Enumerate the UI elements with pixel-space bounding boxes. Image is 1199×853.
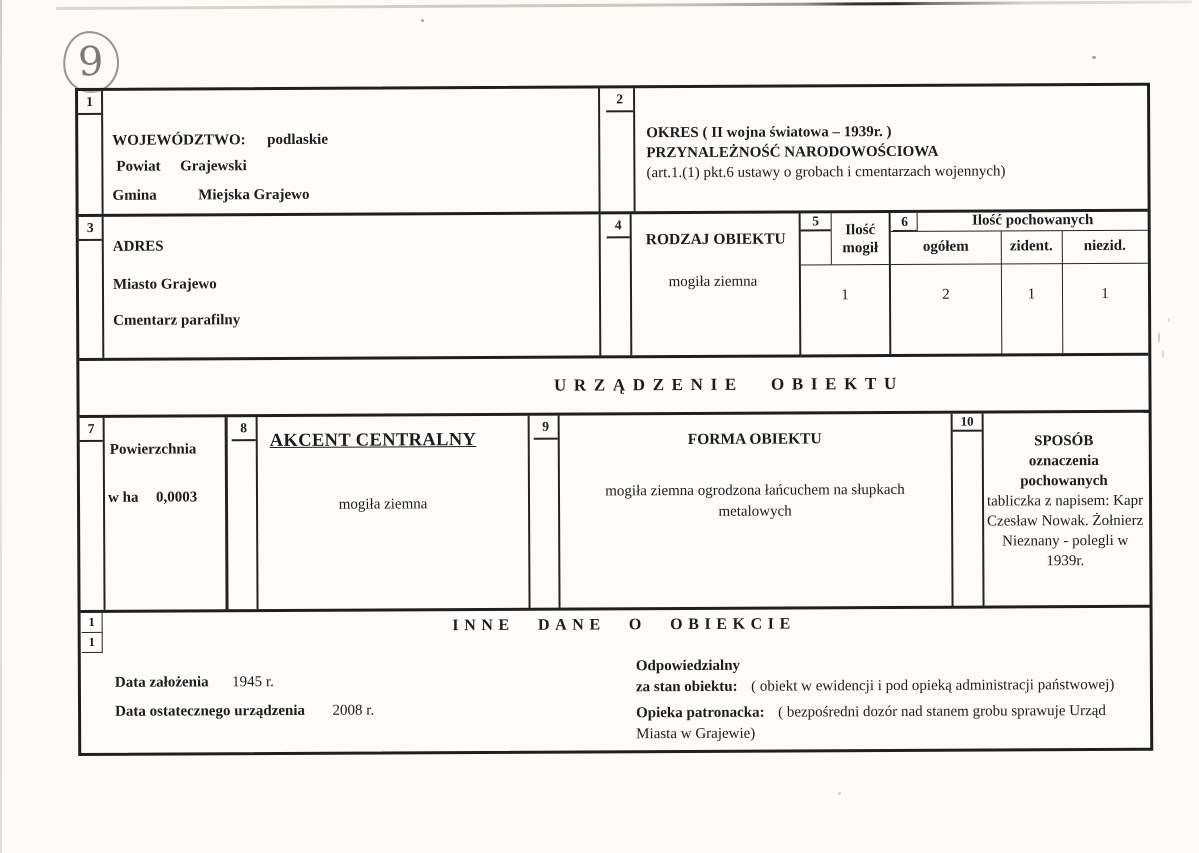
cell-10-number: 10 — [953, 414, 982, 432]
cell-1-location — [78, 88, 601, 217]
area-label: Powierzchnia — [109, 441, 197, 458]
address-cemetery: Cmentarz parafilny — [113, 312, 241, 329]
cell-3-number-strip — [79, 217, 105, 358]
nationality-line: PRZYNALEŻNOŚĆ NARODOWOŚCIOWA — [646, 143, 939, 162]
period-line: OKRES ( II wojna światowa – 1939r. ) — [646, 124, 892, 142]
area-value: 0,0003 — [155, 489, 198, 506]
founded-label: Data założenia — [114, 674, 209, 691]
cell-8-number: 8 — [232, 417, 256, 441]
scan-artifact-left-edge — [0, 0, 2, 853]
commune-label: Gmina — [112, 187, 157, 204]
county-line — [116, 156, 246, 177]
buried-unidentified-value: 1 — [1101, 285, 1109, 302]
cell-5-grave-count — [801, 213, 892, 357]
cell-3-address — [79, 214, 602, 361]
county-value: Grajewski — [180, 158, 247, 175]
province-label: WOJEWÓDZTWO: — [112, 132, 246, 149]
province-line — [112, 130, 328, 151]
cell-7-number-strip — [80, 418, 106, 610]
cell-5-number-strip — [801, 213, 832, 264]
marking-method-title: SPOSÓB oznaczenia pochowanych — [1020, 433, 1108, 490]
central-accent-title: AKCENT CENTRALNY — [269, 430, 477, 452]
cell-6-number: 6 — [893, 213, 918, 231]
responsible-label-line2: za stan obiektu: — [635, 678, 738, 696]
cell-1-number: 1 — [78, 91, 101, 115]
cell-4-object-type — [601, 213, 802, 358]
cell-10-number-strip — [953, 414, 985, 606]
arranged-line — [115, 697, 374, 727]
object-form-title: FORMA OBIEKTU — [687, 430, 822, 449]
cell-11-number-top: 1 — [82, 613, 103, 633]
cell-2-number: 2 — [606, 88, 633, 112]
cell-4-number-strip — [607, 214, 633, 355]
cell-11-number-bottom: 1 — [82, 633, 103, 653]
dates-block — [115, 668, 374, 727]
cell-2-period — [600, 86, 1148, 215]
responsibility-block — [636, 654, 1141, 745]
address-city: Miasto Grajewo — [112, 276, 217, 293]
cell-7-number: 7 — [80, 418, 103, 442]
cell-2-number-strip — [606, 88, 636, 211]
arranged-value: 2008 r. — [332, 702, 375, 719]
handwritten-page-number: 9 — [77, 38, 105, 86]
object-type-value: mogiła ziemna — [668, 273, 758, 291]
grave-count-header: Ilość mogił — [842, 222, 879, 257]
scan-artifact-top-line — [56, 0, 1192, 10]
cell-8-number-strip — [232, 417, 259, 609]
section-band-title: URZĄDZENIE OBIEKTU — [553, 373, 904, 395]
cell-5-number: 5 — [801, 213, 831, 231]
object-type-title: RODZAJ OBIEKTU — [645, 230, 786, 249]
cell-10-marking-method — [953, 413, 1150, 609]
grave-count-value: 1 — [841, 287, 849, 304]
cell-3-number: 3 — [79, 217, 102, 241]
cell-9-number-strip — [534, 416, 561, 608]
buried-col-identified: zident. — [1009, 238, 1053, 255]
central-accent-value: mogiła ziemna — [338, 496, 428, 513]
buried-col-unidentified: niezid. — [1083, 237, 1126, 255]
patronage-value: ( bezpośredni dozór nad stanem grobu sprawuje Urząd Miasta w Grajewie) — [636, 702, 1106, 743]
responsible-value: ( obiekt w ewidencji i pod opieką administracji państwowej) — [751, 676, 1115, 695]
area-line — [108, 487, 197, 507]
scan-speck — [1092, 56, 1096, 59]
area-unit-label: w ha — [107, 489, 139, 506]
cell-8-central-accent — [228, 416, 531, 612]
buried-count-header: Ilość pochowanych — [971, 212, 1094, 229]
cell-4-number: 4 — [607, 214, 630, 238]
scan-speck — [838, 792, 841, 795]
marking-method-value: tabliczka z napisem: Kapr Czesław Nowak. Żołnierz Nieznany - polegli w 1939r. — [986, 492, 1144, 570]
cell-7-area — [80, 417, 229, 613]
buried-total-value: 2 — [942, 286, 950, 303]
commune-line — [112, 185, 309, 206]
buried-identified-value: 1 — [1027, 286, 1036, 303]
county-label: Powiat — [116, 158, 161, 175]
buried-col-total: ogółem — [922, 238, 969, 255]
legal-basis-line: (art.1.(1) pkt.6 ustawy o grobach i cmentarzach wojennych) — [646, 163, 1006, 182]
patronage-line — [636, 701, 1141, 745]
section-band-urzadzenie — [79, 356, 1148, 418]
arranged-label: Data ostatecznego urządzenia — [115, 702, 306, 720]
object-form-value: mogiła ziemna ogrodzona łańcuchem na słupkach metalowych — [605, 481, 905, 520]
cell-9-object-form — [530, 414, 954, 611]
scan-speck — [1158, 332, 1160, 343]
scan-speck — [421, 19, 424, 22]
cell-1-number-strip — [78, 91, 104, 214]
registry-form-table — [75, 83, 1153, 756]
patronage-label: Opieka patronacka: — [636, 704, 765, 722]
cell-9-number: 9 — [534, 416, 558, 440]
commune-value: Miejska Grajewo — [198, 186, 310, 204]
cell-6-buried-count — [891, 212, 1149, 357]
province-value: podlaskie — [267, 131, 329, 149]
founded-value: 1945 r. — [232, 674, 274, 691]
handwritten-page-number-circle — [60, 28, 122, 96]
address-title: ADRES — [112, 238, 164, 255]
scan-speck — [1162, 350, 1164, 358]
founded-line — [115, 668, 374, 698]
scan-speck — [1168, 318, 1170, 322]
responsible-line — [636, 675, 1141, 698]
other-data-title: INNE DANE O OBIEKCIE — [452, 615, 796, 635]
responsible-label-line1: Odpowiedzialny — [635, 657, 741, 675]
cell-11-other-data — [81, 608, 1151, 753]
